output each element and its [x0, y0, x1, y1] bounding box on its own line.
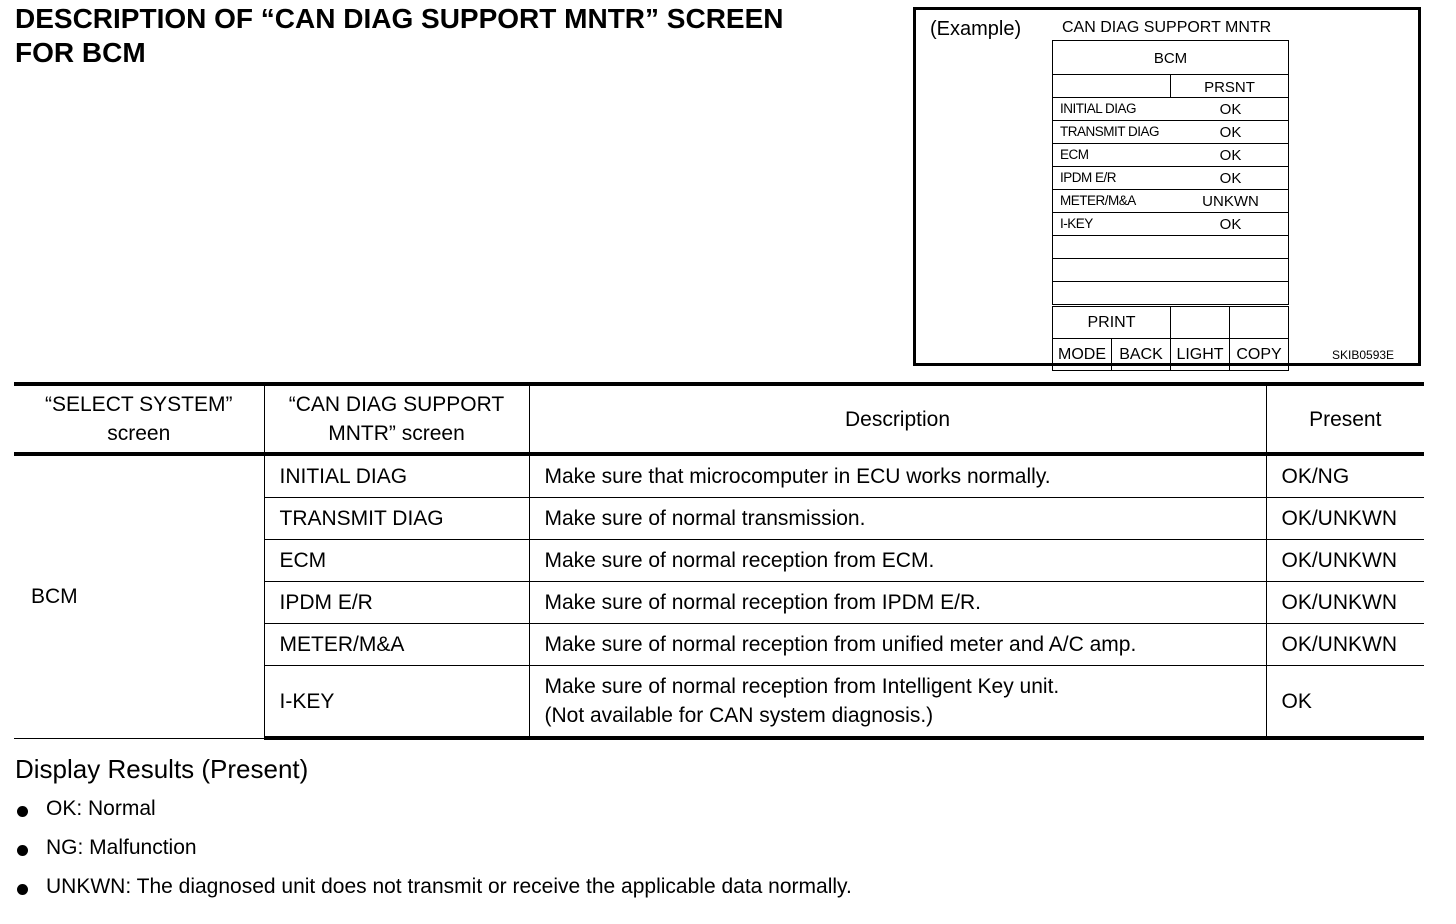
example-blank-button [1170, 306, 1230, 339]
example-row [1052, 189, 1289, 213]
example-row-name: TRANSMIT DIAG [1060, 124, 1160, 139]
example-blank-button [1229, 306, 1289, 339]
example-row-value: UNKWN [1202, 193, 1259, 210]
example-header-blank [1052, 74, 1171, 98]
header-description: Description [529, 384, 1266, 454]
header-select-system: “SELECT SYSTEM” screen [14, 384, 264, 454]
display-results-section [15, 754, 1415, 916]
description-note: (Not available for CAN system diagnosis.) [544, 704, 934, 727]
description-line: Make sure of normal reception from Intelligent Key unit. [544, 675, 1060, 698]
description-cell: Make sure of normal reception from ECM. [529, 540, 1266, 582]
example-screen-title: CAN DIAG SUPPORT MNTR [1062, 19, 1272, 36]
example-print-button: PRINT [1052, 306, 1171, 339]
table-row [14, 454, 1424, 498]
display-results-list [15, 799, 1415, 916]
list-item-text: OK: Normal [46, 797, 156, 820]
present-cell: OK/UNKWN [1266, 624, 1424, 666]
item-cell: I-KEY [264, 666, 529, 739]
example-empty-row [1052, 235, 1289, 259]
list-item-text: NG: Malfunction [46, 836, 197, 859]
example-row-name: INITIAL DIAG [1060, 101, 1137, 116]
example-light-button: LIGHT [1170, 338, 1230, 371]
example-system-name: BCM [1052, 40, 1289, 75]
present-cell: OK/UNKWN [1266, 540, 1424, 582]
description-cell: Make sure of normal reception from unified meter and A/C amp. [529, 624, 1266, 666]
item-cell: IPDM E/R [264, 582, 529, 624]
item-cell: ECM [264, 540, 529, 582]
header-present: Present [1266, 384, 1424, 454]
example-row-name: I-KEY [1060, 216, 1093, 231]
item-cell: METER/M&A [264, 624, 529, 666]
present-cell: OK/UNKWN [1266, 498, 1424, 540]
system-cell: BCM [14, 454, 264, 738]
example-row-value: OK [1219, 216, 1242, 233]
page-title-line-1: DESCRIPTION OF “CAN DIAG SUPPORT MNTR” SCREEN [15, 3, 784, 34]
example-row-value: OK [1219, 170, 1242, 187]
can-diag-table [14, 382, 1424, 740]
description-cell: Make sure that microcomputer in ECU works normally. [529, 454, 1266, 498]
example-mode-button: MODE [1052, 338, 1112, 371]
bullet-icon [17, 845, 28, 856]
bullet-icon [17, 884, 28, 895]
example-empty-row [1052, 258, 1289, 282]
example-row-name: METER/M&A [1060, 193, 1136, 208]
list-item [15, 838, 1415, 877]
list-item-text: UNKWN: The diagnosed unit does not transmit or receive the applicable data normally. [46, 875, 852, 898]
item-cell: INITIAL DIAG [264, 454, 529, 498]
present-cell: OK [1266, 666, 1424, 739]
example-copy-button: COPY [1229, 338, 1289, 371]
example-row-name: ECM [1060, 147, 1089, 162]
header-can-diag-screen: “CAN DIAG SUPPORT MNTR” screen [264, 384, 529, 454]
example-row-value: OK [1219, 124, 1242, 141]
description-cell: Make sure of normal transmission. [529, 498, 1266, 540]
item-cell: TRANSMIT DIAG [264, 498, 529, 540]
example-empty-row [1052, 281, 1289, 305]
example-row [1052, 143, 1289, 167]
description-cell [529, 666, 1266, 739]
page-title-line-2: FOR BCM [15, 37, 146, 68]
table-header-row [14, 384, 1424, 454]
list-item [15, 799, 1415, 838]
bullet-icon [17, 806, 28, 817]
example-back-button: BACK [1111, 338, 1171, 371]
description-cell: Make sure of normal reception from IPDM E/R. [529, 582, 1266, 624]
example-row [1052, 166, 1289, 190]
present-cell: OK/NG [1266, 454, 1424, 498]
example-row [1052, 120, 1289, 144]
example-row [1052, 212, 1289, 236]
example-label: (Example) [930, 18, 1022, 40]
example-row-name: IPDM E/R [1060, 170, 1117, 185]
example-row [1052, 97, 1289, 121]
figure-code: SKIB0593E [1332, 348, 1395, 362]
present-cell: OK/UNKWN [1266, 582, 1424, 624]
list-item [15, 877, 1415, 916]
example-row-value: OK [1219, 147, 1242, 164]
example-screen-figure [913, 7, 1421, 366]
example-column-header: PRSNT [1170, 74, 1289, 98]
example-row-value: OK [1219, 101, 1242, 118]
page-title [15, 2, 895, 70]
display-results-heading: Display Results (Present) [15, 754, 309, 784]
